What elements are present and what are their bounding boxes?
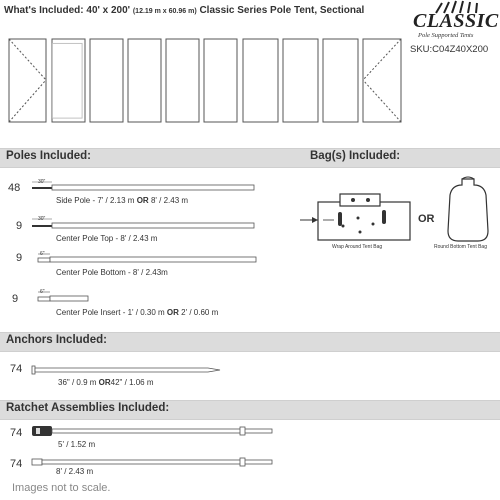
anchor-label: 36" / 0.9 m OR42" / 1.06 m — [58, 378, 154, 387]
title-main: What's Included: 40' x 200' — [4, 5, 131, 16]
title-metric: (12.19 m x 60.96 m) — [132, 8, 197, 15]
anchor-stake-icon — [30, 364, 230, 376]
pole-qty: 48 — [8, 182, 21, 194]
section-title-poles: Poles Included: — [6, 150, 91, 162]
pole-label: Center Pole Bottom - 8' / 2.43m — [56, 268, 168, 277]
round-bottom-bag-icon — [438, 175, 500, 247]
tent-diagram — [0, 36, 500, 128]
section-title-ratchets: Ratchet Assemblies Included: — [6, 402, 170, 414]
center-pole-bottom-icon — [28, 250, 268, 270]
pole-dim: 6" — [40, 289, 45, 295]
bag-2-label: Round Bottom Tent Bag — [434, 244, 487, 250]
page-title — [4, 5, 364, 16]
brand-logo: CLASSIC — [413, 10, 499, 32]
pole-dim: 6" — [40, 251, 45, 257]
ratchet-5ft-icon — [30, 423, 280, 439]
side-pole-icon — [28, 178, 268, 198]
anchor-qty: 74 — [10, 363, 23, 375]
ratchet-qty: 74 — [10, 458, 23, 470]
pole-dim: 30" — [38, 179, 46, 185]
pole-qty: 9 — [16, 252, 23, 264]
ratchet-label: 5' / 1.52 m — [58, 440, 96, 449]
tent-sections — [52, 39, 358, 122]
bag-1-label: Wrap Around Tent Bag — [332, 244, 383, 250]
footer-note: Images not to scale. — [12, 482, 111, 494]
center-pole-top-icon — [28, 215, 268, 235]
pole-dim: 30" — [38, 216, 46, 222]
section-title-anchors: Anchors Included: — [6, 334, 107, 346]
title-rest: Classic Series Pole Tent, Sectional — [199, 5, 365, 16]
pole-label: Center Pole Insert - 1' / 0.30 m OR 2' / 0.60 m — [56, 308, 219, 317]
pole-label: Side Pole - 7' / 2.13 m OR 8' / 2.43 m — [56, 196, 189, 205]
brand-tagline: Pole Supported Tents — [418, 32, 474, 39]
pole-label: Center Pole Top - 8' / 2.43 m — [56, 234, 158, 243]
pole-qty: 9 — [12, 293, 19, 305]
section-title-bags: Bag(s) Included: — [310, 150, 401, 162]
ratchet-qty: 74 — [10, 427, 23, 439]
ratchet-label: 8' / 2.43 m — [56, 467, 94, 476]
pole-qty: 9 — [16, 220, 23, 232]
sku-label: SKU:C04Z40X200 — [410, 44, 489, 55]
bags-or-label: OR — [418, 213, 435, 225]
